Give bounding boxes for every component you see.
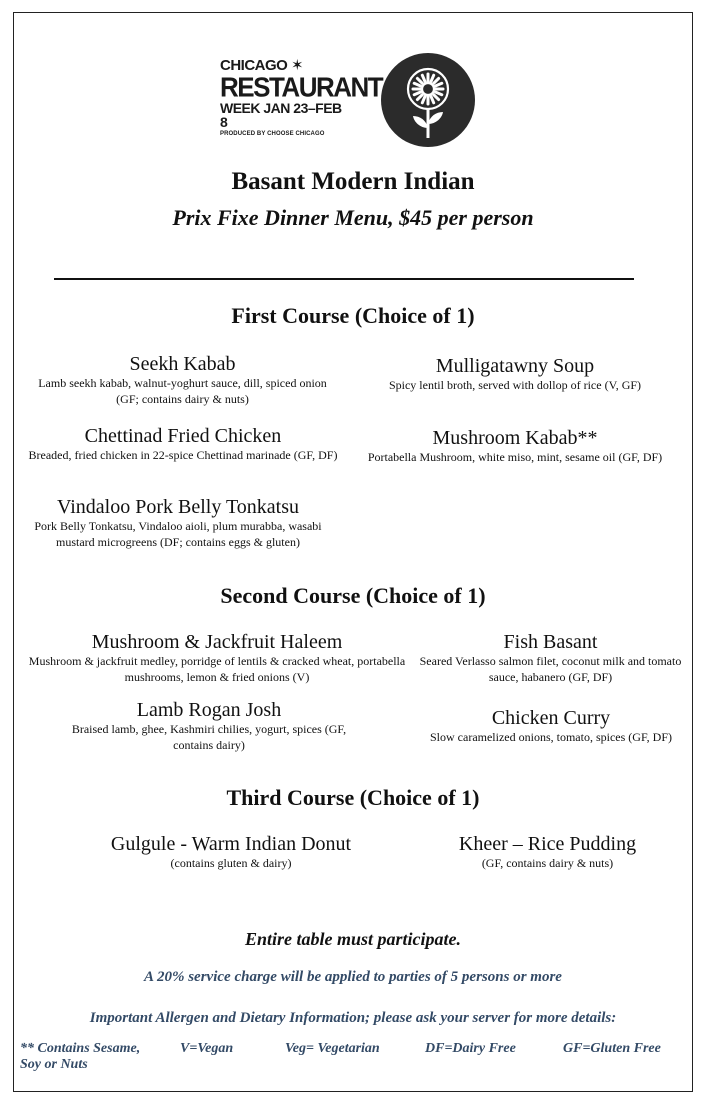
first-course-heading: First Course (Choice of 1) (231, 303, 475, 328)
participation-note: Entire table must participate. (244, 929, 461, 949)
flower-wheel-icon (380, 52, 476, 148)
dish-mushroom-kabab (345, 427, 685, 465)
restaurant-title: Basant Modern Indian (231, 168, 475, 195)
legend-gluten-free: GF=Gluten Free (563, 1041, 661, 1056)
dish-name: Mushroom Kabab** (432, 427, 598, 449)
dish-fish-basant (418, 631, 683, 685)
legend-sesame: ** Contains Sesame, Soy or Nuts (20, 1041, 141, 1072)
dish-gulgule (80, 833, 382, 871)
crw-line1: CHICAGO (220, 57, 288, 74)
third-course-heading: Third Course (Choice of 1) (226, 785, 480, 810)
dish-description: (GF, contains dairy & nuts) (481, 856, 614, 870)
dish-name: Mushroom & Jackfruit Haleem (91, 631, 343, 653)
menu-subtitle: Prix Fixe Dinner Menu, $45 per person (172, 205, 534, 230)
crw-line2: RESTAURANT (220, 71, 383, 103)
dish-description: Braised lamb, ghee, Kashmiri chilies, yogurt, spices (GF, contains dairy) (71, 722, 347, 752)
crw-dates: JAN 23–FEB 8 (220, 100, 342, 130)
dish-name: Kheer – Rice Pudding (458, 833, 637, 855)
second-course-heading: Second Course (Choice of 1) (220, 583, 486, 608)
star-icon: ✶ (287, 57, 304, 74)
legend-vegetarian: Veg= Vegetarian (285, 1041, 380, 1056)
dish-description: Mushroom & jackfruit medley, porridge of lentils & cracked wheat, portabella mushrooms, lemon & fried onions (V) (28, 654, 406, 684)
dish-description: Portabella Mushroom, white miso, mint, sesame oil (GF, DF) (367, 450, 663, 464)
divider-rule (54, 278, 634, 280)
dish-name: Chettinad Fried Chicken (84, 425, 282, 447)
dish-description: Spicy lentil broth, served with dollop of rice (V, GF) (388, 378, 642, 392)
dish-name: Gulgule - Warm Indian Donut (110, 833, 352, 855)
crw-produced-by: PRODUCED BY CHOOSE CHICAGO (220, 131, 325, 137)
dish-vindaloo-pork-belly-tonkatsu (18, 496, 338, 550)
dish-name: Mulligatawny Soup (435, 355, 595, 377)
dish-description: Lamb seekh kabab, walnut-yoghurt sauce, dill, spiced onion (GF; contains dairy & nuts) (38, 376, 327, 406)
dish-description: Pork Belly Tonkatsu, Vindaloo aioli, plum murabba, wasabi mustard microgreens (DF; contains eggs & gluten) (34, 519, 322, 549)
dish-lamb-rogan-josh (60, 699, 358, 753)
legend-vegan: V=Vegan (180, 1041, 234, 1056)
dish-name: Chicken Curry (491, 707, 611, 729)
dish-description: (contains gluten & dairy) (170, 856, 292, 870)
dish-chicken-curry (430, 707, 672, 745)
dish-mulligatawny-soup (365, 355, 665, 393)
dish-description: Breaded, fried chicken in 22-spice Chettinad marinade (GF, DF) (28, 448, 338, 462)
legend-dairy-free: DF=Dairy Free (425, 1041, 516, 1056)
dish-name: Fish Basant (503, 631, 598, 653)
dish-name: Vindaloo Pork Belly Tonkatsu (56, 496, 300, 518)
dish-kheer (430, 833, 665, 871)
dish-seekh-kabab (30, 353, 335, 407)
dish-description: Slow caramelized onions, tomato, spices (GF, DF) (430, 730, 672, 744)
allergen-info-note: Important Allergen and Dietary Information; please ask your server for more details: (89, 1010, 617, 1026)
dish-chettinad-fried-chicken (28, 425, 338, 463)
dish-mushroom-jackfruit-haleem (28, 631, 406, 685)
crw-week: WEEK (220, 100, 260, 116)
chicago-restaurant-week-logo (220, 57, 383, 137)
service-charge-note: A 20% service charge will be applied to parties of 5 persons or more (144, 969, 562, 985)
dish-name: Seekh Kabab (129, 353, 236, 375)
dish-description: Seared Verlasso salmon filet, coconut milk and tomato sauce, habanero (GF, DF) (419, 654, 682, 684)
dish-name: Lamb Rogan Josh (136, 699, 282, 721)
